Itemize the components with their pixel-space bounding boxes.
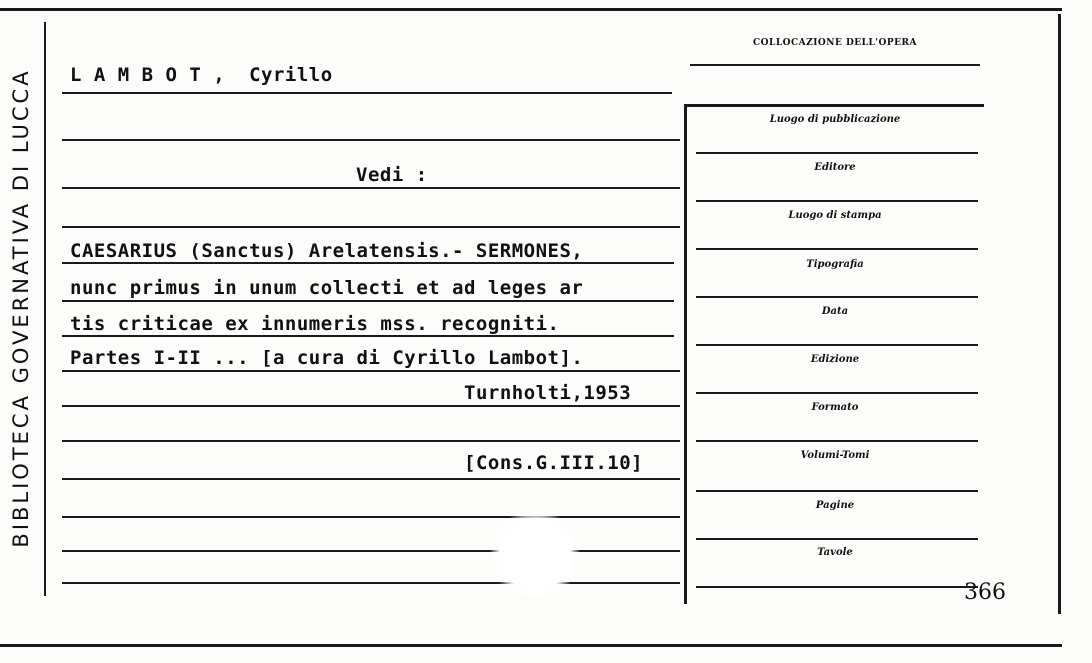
- ruled-line: [62, 335, 674, 337]
- field-luogo-stampa: Luogo di stampa: [788, 210, 882, 221]
- ruled-line: [62, 370, 680, 372]
- paper-smudge: [490, 510, 580, 600]
- field-data: Data: [821, 306, 849, 317]
- ruled-line: [62, 478, 680, 480]
- handwritten-number: 366: [964, 580, 1006, 605]
- body-line-1: CAESARIUS (Sanctus) Arelatensis.- SERMONES,: [70, 240, 584, 262]
- body-line-4: Partes I-II ... [a cura di Cyrillo Lambot].: [70, 347, 584, 369]
- top-border-line: [0, 8, 1062, 11]
- left-margin-line: [44, 22, 46, 596]
- field-pagine: Pagine: [815, 500, 855, 511]
- collocazione-title: COLLOCAZIONE DELL'OPERA: [753, 38, 917, 48]
- ruled-line: [62, 139, 680, 141]
- library-name-vertical: [6, 18, 36, 598]
- ruled-line: [62, 582, 680, 584]
- ruled-line: [62, 92, 672, 94]
- ruled-line: [62, 405, 680, 407]
- ruled-line: [62, 187, 680, 189]
- bottom-border-line: [0, 644, 1062, 647]
- panel-line: [696, 152, 978, 154]
- ruled-line: [62, 300, 674, 302]
- panel-line: [696, 248, 978, 250]
- library-name-text: BIBLIOTECA GOVERNATIVA DI LUCCA: [9, 68, 33, 548]
- panel-line: [696, 296, 978, 298]
- see-also-label: Vedi :: [356, 164, 428, 186]
- ruled-line: [62, 226, 680, 228]
- field-editore: Editore: [814, 162, 856, 173]
- panel-divider: [684, 104, 687, 604]
- ruled-line: [62, 550, 680, 552]
- field-volumi-tomi: Volumi-Tomi: [800, 450, 870, 461]
- panel-top-line-2: [684, 104, 984, 107]
- field-luogo-pubblicazione: Luogo di pubblicazione: [769, 114, 901, 125]
- field-tavole: Tavole: [817, 547, 853, 558]
- panel-line: [696, 440, 978, 442]
- shelfmark: [Cons.G.III.10]: [464, 452, 644, 474]
- panel-line: [696, 490, 978, 492]
- body-line-2: nunc primus in unum collecti et ad leges ar: [70, 277, 584, 299]
- panel-top-line: [690, 64, 980, 66]
- field-formato: Formato: [811, 402, 859, 413]
- field-edizione: Edizione: [810, 354, 860, 365]
- field-tipografia: Tipografia: [806, 259, 864, 270]
- panel-line: [696, 586, 978, 588]
- author-heading: L A M B O T , Cyrillo: [70, 64, 333, 86]
- body-line-3: tis criticae ex innumeris mss. recogniti.: [70, 313, 560, 335]
- panel-line: [696, 200, 978, 202]
- panel-line: [696, 392, 978, 394]
- ruled-line: [62, 262, 674, 264]
- panel-line: [696, 344, 978, 346]
- ruled-line: [62, 516, 680, 518]
- panel-line: [696, 538, 978, 540]
- right-edge-line: [1058, 14, 1061, 614]
- ruled-line: [62, 440, 680, 442]
- place-year: Turnholti,1953: [464, 382, 632, 404]
